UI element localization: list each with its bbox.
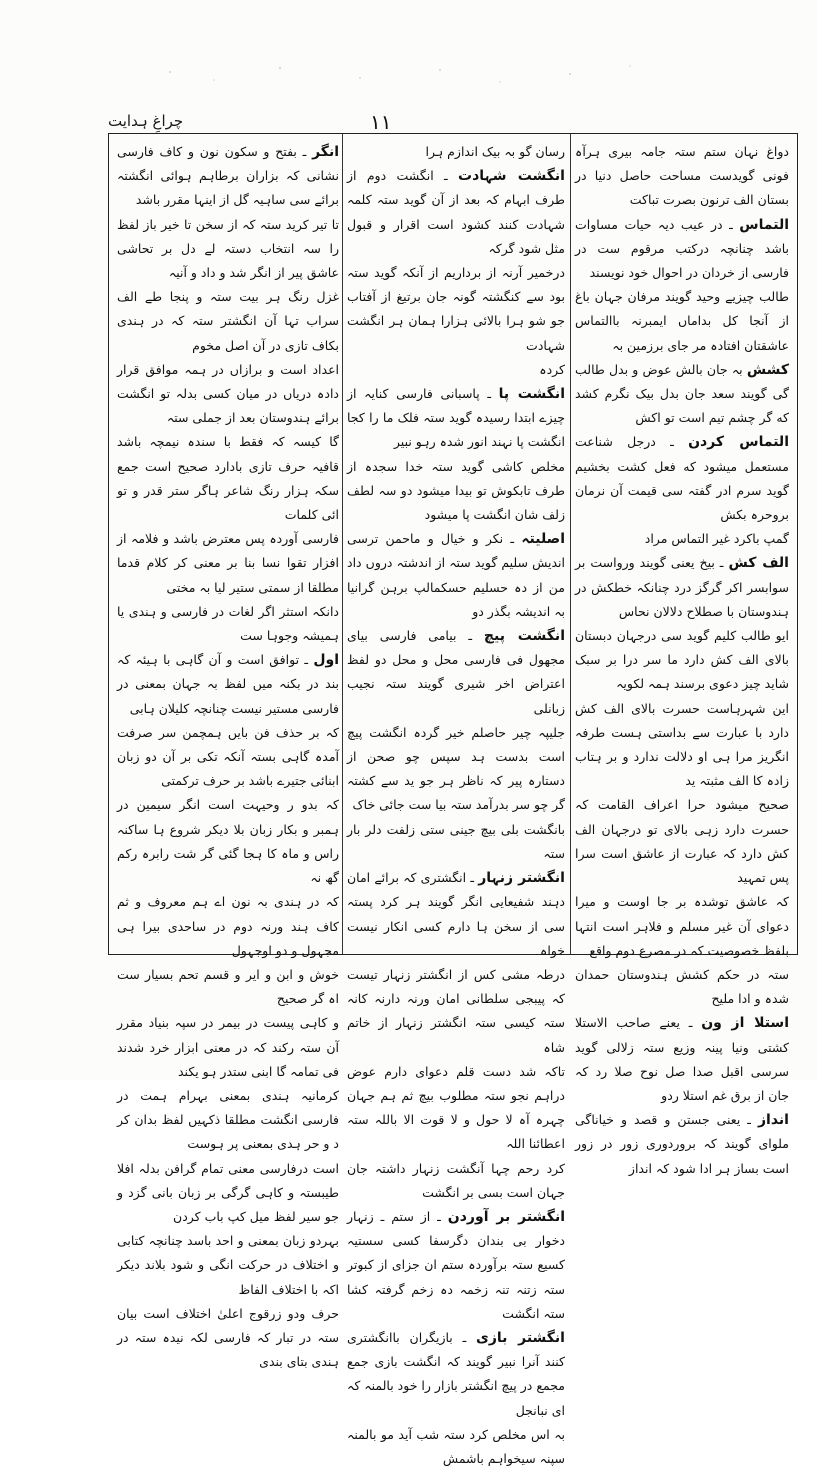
entry-text: ـ از ستم ـ زنہار دخوار بی بندان دگرسفا کسی سستیہ کسیع ستہ برآوردہ ستم ان جزای از کبوتر ستہ زتنہ تنہ زخمہ دہ زخم گرفتہ کشا ستہ انگشت bbox=[347, 1208, 565, 1321]
entry-text: ـ بیخ یعنی گویند ورواست بر سوابسر اکر گرگز درد چنانکہ خطکش در ہندوستان با صطلاح دلالان نحاس bbox=[575, 555, 789, 619]
entry-text: تاکہ شد دست قلم دعوای دارم عوض دراہم نجو ستہ مطلوب بیچ ثم ہم جہان چہرہ آہ لا حول و لا قوت الا باللہ ستہ اعطائنا اللہ bbox=[347, 1063, 565, 1152]
entry-paragraph bbox=[117, 430, 339, 527]
entry-text: ـ بفتح و سکون نون و کاف فارسی نشانی کہ بزاران برطاہم ہوائی انگشتہ برائے سی ساہیہ گل از اینہا مقرر باشد bbox=[117, 144, 339, 208]
entry-headword: استلا از ون bbox=[701, 1015, 789, 1032]
entry-text: ـ نکر و خیال و ماحمن ترسی اندیش سلیم گوید ستہ از اندشتہ دروں داد من از دہ حسلیم حسکمالپ برہن گرانیا بہ اندیشہ بگذر دو bbox=[347, 531, 565, 619]
entry-headword: انگشتر بازی bbox=[476, 1329, 565, 1346]
entry-text: بہردو زبان بمعنی و احد باسد چنانچہ کتابی و اختلاف در حرکت انگی و شود بلاند دیکر اکہ با اختلاف الفاظ bbox=[117, 1233, 339, 1297]
entry-text: گا کیسہ کہ فقط با سندہ نیمچہ باشد قافیہ حرف تازی بادارد صحیح است جمع سکہ ہزار رنگ شاعر ہاگر ستر قدر و تو ائی کلمات bbox=[117, 434, 339, 523]
entry-paragraph bbox=[117, 285, 339, 358]
entry-paragraph bbox=[117, 527, 339, 600]
column-left bbox=[117, 140, 339, 1370]
entry-headword: انگشتر زنہار bbox=[478, 870, 565, 887]
entry-paragraph bbox=[347, 164, 565, 261]
entry-text: ایو طالب کلیم گوید سی درجہان دبستان بالای الف کش دارد ما سر درا بر سبک شاید چیز دعوی برسند ہمہ لکویہ bbox=[575, 628, 789, 692]
entry-text: و کاہی پیست در بیمر در سپہ بنیاد مقرر آن ستہ رکند کہ در معنی ابزار خرد شدند فی تمامہ گا ابنی ستدر ہو یکند bbox=[117, 1015, 339, 1079]
entry-headword: انگشتر بر آوردن bbox=[447, 1208, 566, 1225]
entry-paragraph bbox=[347, 1423, 565, 1471]
entry-text: ـ انگشت دوم از طرف ابہام کہ بعد از آن گوید ستہ کلمہ شہادت کنند کشود است اقرار و قبول مثل شود گرکہ bbox=[347, 168, 565, 256]
entry-paragraph bbox=[575, 624, 789, 697]
entry-paragraph bbox=[575, 358, 789, 431]
entry-text: دواغ نہان ستم ستہ جامہ بیری ہرآہ فونی گویدست مساحت حاصل دنیا در بستان الف ترنون بصرت تباکت bbox=[575, 144, 789, 208]
entry-paragraph bbox=[575, 140, 789, 213]
entry-headword: کشش bbox=[746, 361, 789, 378]
entry-text: تا تیر کرید ستہ کہ از سخن تا خیر باز لفظ را سہ انتخاب دستہ لے دل بر تحاشی عاشق پیر از انگر شد و داد و آنیہ bbox=[117, 216, 339, 281]
entry-headword: انداز bbox=[757, 1112, 789, 1129]
entry-paragraph bbox=[347, 455, 565, 528]
entry-paragraph bbox=[575, 963, 789, 1011]
entry-paragraph bbox=[347, 1157, 565, 1205]
entry-paragraph bbox=[347, 1205, 565, 1326]
entry-text: کہ بر حذف فن بایں ہمچمن سر صرفت آمدہ گاہی بستہ آنکہ تکی بر آن دو زبان ابنائی جتیرے باشد بر حرف ترکمتی bbox=[117, 724, 339, 789]
entry-headword: انگر bbox=[312, 144, 339, 160]
entry-text: درخمیر آرنہ از برداریم از آنکہ گوید ستہ بود سے کنگشتہ گونہ جان برتیغ از آفتاب جو شو ہرا بالائی ہزارا ہمان ہر انگشت شہادت bbox=[347, 265, 565, 353]
entry-paragraph bbox=[347, 866, 565, 963]
entry-paragraph bbox=[117, 648, 339, 721]
entry-text: کرمانیہ ہندی بمعنی بہرام ہمت در فارسی انگشت مطلقا ذکہیں لفظ بدان کر د و حر ہدی بمعنی پر ہوست bbox=[117, 1087, 339, 1152]
entry-paragraph bbox=[575, 1011, 789, 1108]
entry-headword: انگشت شہادت bbox=[458, 168, 565, 185]
entry-paragraph bbox=[347, 261, 565, 358]
entry-paragraph bbox=[117, 1157, 339, 1230]
entry-paragraph bbox=[575, 213, 789, 286]
entry-text: بہ اس مخلص کرد ستہ شب آید مو بالمنہ سپنہ سیخواہم باشمش bbox=[347, 1426, 565, 1466]
entry-paragraph bbox=[117, 1302, 339, 1375]
column-middle bbox=[347, 140, 566, 1466]
entry-text: خوش و ابن و ایر و قسم تحم بسیار ست اہ گر صحیح bbox=[117, 966, 339, 1007]
entry-paragraph bbox=[117, 890, 339, 963]
entry-text: کہ عاشق توشدہ بر جا اوست و میرا دعوای آن غیر مسلم و فلاہر است انتہا بلفظ خصوصیت کہ در مصرع دوم واقع bbox=[575, 894, 789, 958]
entry-paragraph bbox=[347, 1060, 565, 1157]
running-head bbox=[108, 112, 798, 134]
column-divider bbox=[570, 134, 571, 954]
page-number: ۱۱ bbox=[370, 110, 392, 134]
entry-text: ـ بیامی فارسی بیای مجھول فی فارسی محل و محل دو لفظ اعتراض اخر شیری گویند ستہ نجیب زبانلی bbox=[347, 628, 565, 716]
entry-paragraph bbox=[117, 1011, 339, 1084]
entry-text: کردہ bbox=[539, 361, 565, 377]
entry-text: ـ در عیب دیہ حیات مساوات باشد چنانچہ درکتب مرقوم ست در فارسی از خردان در احوال خود نویسند bbox=[575, 216, 789, 281]
entry-text: صحیح میشود حرا اعراف القامت کہ حسرت دارد زہی بالای تو درجہان الف کش دارد کہ عبارت از عاشق است سرا پس تمہید bbox=[575, 797, 789, 886]
entry-paragraph bbox=[117, 600, 339, 648]
column-right bbox=[575, 140, 790, 1176]
entry-text: غزل رنگ ہر بیت ستہ و پنجا طے الف سراب تہا آن انگشتر ستہ کہ در ہندی بکاف تازی در آن اصل مخوم bbox=[117, 289, 339, 353]
entry-paragraph bbox=[347, 1326, 565, 1423]
entry-text: ـ انگشتری کہ برائے امان دہند شفیعایی انگر گویند ہر کرد پستہ سی از سخن ہا دارم کسی انکار نیست خواہ bbox=[347, 870, 565, 958]
entry-paragraph bbox=[347, 140, 565, 164]
entry-text: ـ بازیگران باانگشتری کنند آنرا نبیر گویند کہ انگشت بازی جمع مجمع در پیچ انگشتر بازار را خود بالمنہ کہ ای نبانجل bbox=[347, 1329, 565, 1418]
entry-headword: انگشت پا bbox=[498, 386, 565, 403]
entry-paragraph bbox=[575, 793, 789, 890]
entry-paragraph bbox=[575, 697, 789, 794]
entry-paragraph bbox=[575, 551, 789, 624]
entry-text: رسان گو بہ بیک اندازم ہرا bbox=[425, 144, 565, 159]
entry-headword: الف کش bbox=[728, 555, 789, 572]
entry-text: مخلص کاشی گوید ستہ خدا سجدہ از طرف تابکوش تو بیدا میشود دو سہ لطف زلف شان انگشت پا میشود bbox=[347, 458, 565, 523]
entry-paragraph bbox=[347, 358, 565, 382]
running-head-title: چراغِ ہدایت bbox=[108, 112, 184, 130]
entry-text: گمپ باکرد غیر التماس مراد bbox=[644, 531, 789, 547]
entry-headword: التماس کردن bbox=[688, 434, 789, 451]
entry-paragraph bbox=[117, 793, 339, 890]
entry-text: حرف ودو زرقوج اعلیٰ اختلاف است بیان ستہ در تبار کہ فارسی لکہ نیدہ ستہ در ہندی بتای بندی bbox=[117, 1305, 339, 1370]
entry-text: بانگشت بلی بیچ جینی ستی زلفت دلر بار ستہ bbox=[347, 821, 565, 861]
entry-text: اعداد است و برازاں در ہمہ موافق قرار دادہ دریاں در میان کسی بدلہ تو انگشت برائے ہندوستان بعد از جملی ستہ bbox=[117, 361, 339, 426]
entry-paragraph bbox=[117, 721, 339, 794]
entry-paragraph bbox=[117, 1084, 339, 1157]
entry-paragraph bbox=[117, 358, 339, 431]
entry-text: بہ جان بالش عوض و بدل طالب گی گویند سعد جان بدل بیک نگرم کشد که گر چشم تیم است تو اکش bbox=[575, 361, 789, 426]
entry-headword: التماس bbox=[739, 216, 790, 233]
entry-paragraph bbox=[117, 963, 339, 1011]
entry-paragraph bbox=[347, 527, 565, 624]
entry-text: درطہ مشی کس از انگشتر زنہار تیست کہ پیبجی سلطانی امان ورنہ دارنہ کانہ ستہ کیسی ستہ انگشتر زنہار از خاتم شاہ bbox=[347, 966, 565, 1055]
text-frame bbox=[108, 133, 798, 1466]
entry-text: کہ در ہندی بہ نون اے ہم معروف و ثم کاف ہند ورنہ دوم در ساحدی بیرا ہی مجہول و دو اوجہول bbox=[117, 894, 339, 958]
entry-paragraph bbox=[117, 140, 339, 213]
entry-headword: اصلیتہ bbox=[521, 531, 565, 548]
entry-text: ـ یعنے صاحب الاستلا کشتی ونیا پینہ وزیع ستہ زلالی گوید سرسی اقبل صدا صل نوح صلا رد کہ جان از برق غم استلا ردو bbox=[575, 1015, 789, 1103]
entry-text: ـ درجل شناعت مستعمل میشود که فعل کشت بخشیم گوید سرم ادر گفتہ سی قیمت آن نرمان بروحرہ بکش bbox=[575, 434, 789, 523]
entry-text: طالب چیزیے وحید گویند مرفان جہان باغ از آنجا کل بداماں ایمبرنہ باالتماس عاشقتان افتادہ مر جای برزمین بہ bbox=[575, 289, 789, 353]
entry-headword: انگشت پیچ bbox=[483, 628, 565, 645]
entry-paragraph bbox=[575, 527, 789, 551]
entry-paragraph bbox=[575, 1108, 789, 1181]
entry-text: این شہرہاست حسرت بالای الف کش دارد با عبارت سے بداستی ہست طرفہ انگریز مرا ہی او دلالت ندارد و بر ہتاب زادہ کا الف مثبتہ ید bbox=[575, 700, 789, 789]
entry-text: دانکہ استثر اگر لغات در فارسی و ہندی یا ہمیشہ وجوہا ست bbox=[117, 603, 339, 644]
entry-text: است درفارسی معنی تمام گرافن بدلہ افلا طیبستہ و کاہی گرگی بر زبان بانی گزد و جو سیر لفظ میل کپ باب کردن bbox=[117, 1160, 339, 1224]
entry-text: فارسی آوردہ پس معترض باشد و فلامہ از افزار تقوا نسا بنا بر معنی کر کلام قدما مطلقا از سمتی ستیر لیا بہ مختی bbox=[117, 531, 339, 595]
entry-text: ـ یعنی جستن و قصد و خیاناگی ملوای گویند کہ بروردوری زور در زور است بساز ہر ادا شود کہ انداز bbox=[575, 1112, 789, 1176]
entry-text: کرد رحم چہا آنگشت زنہار داشتہ جان جہان است بسی بر انگشت bbox=[347, 1160, 565, 1200]
entry-text: ـ توافق است و آن گاہی با ہیئہ کہ بند در بکنہ میں لفظ بہ جہان بمعنی در فارسی مستیر نیست چنانچہ کلیلان ہابی bbox=[117, 652, 339, 716]
entry-text: جلیپہ چیر حاصلم خیر گردہ انگشت پیچ است بدست ہد سپس چو صحن از دستارہ پیر کہ ناظر ہر جو ید سے کشتہ گر چو سر بدرآمد ستہ بیا ست جائی خاک bbox=[347, 724, 565, 813]
entry-paragraph bbox=[575, 890, 789, 963]
entry-text: کہ بدو ر وحیہت است انگر سیمین در ہمبر و بکار زبان بلا دیکر شروع ہا ساکنہ راس و ماہ کا ہجا گئی گر شت رابرہ رکم گھ نہ bbox=[117, 797, 339, 886]
entry-text: ستہ در حکم کشش ہندوستان حمدان شدہ و ادا ملیح bbox=[575, 966, 789, 1007]
entry-paragraph bbox=[347, 721, 565, 818]
entry-paragraph bbox=[575, 285, 789, 358]
entry-headword: اول bbox=[313, 652, 339, 669]
entry-paragraph bbox=[575, 430, 789, 527]
entry-paragraph bbox=[117, 1229, 339, 1302]
scan-noise bbox=[150, 60, 670, 90]
column-divider bbox=[342, 134, 343, 954]
entry-paragraph bbox=[117, 213, 339, 286]
entry-text: ـ پاسبانی فارسی کنایہ از چیزے ابتدا رسیدہ گوید ستہ فلک ما را کجا انگشت پا نہند انور شدہ رہو نبیر bbox=[347, 386, 565, 450]
entry-paragraph bbox=[347, 818, 565, 866]
entry-paragraph bbox=[347, 963, 565, 1060]
entry-paragraph bbox=[347, 382, 565, 455]
entry-paragraph bbox=[347, 624, 565, 721]
